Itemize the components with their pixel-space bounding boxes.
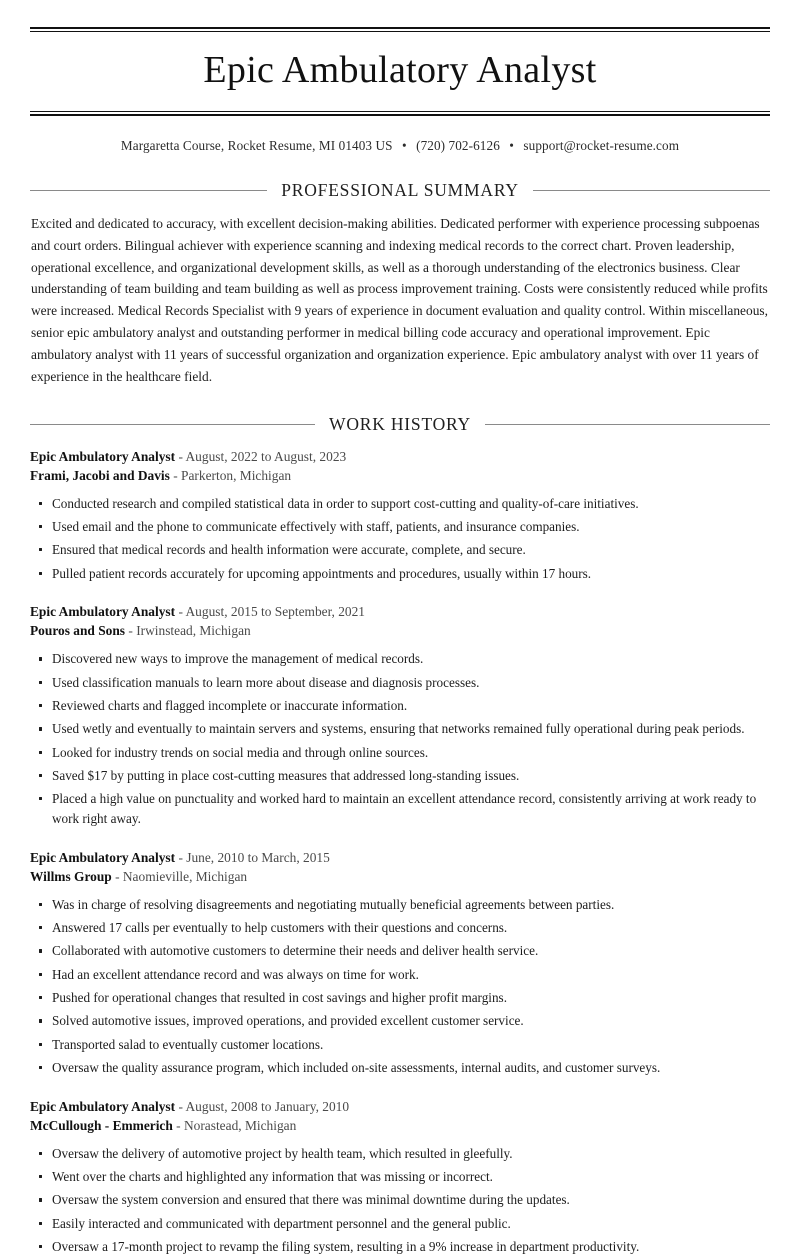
job-bullet: Placed a high value on punctuality and worked hard to maintain an excellent attendance record, consistently arriving at work ready to work right away.: [30, 789, 770, 829]
job-bullet: Transported salad to eventually customer locations.: [30, 1035, 770, 1055]
job-bullet: Answered 17 calls per eventually to help customers with their questions and concerns.: [30, 918, 770, 938]
job-bullet: Looked for industry trends on social media and through online sources.: [30, 743, 770, 763]
job-location: Irwinstead, Michigan: [136, 623, 251, 639]
job-bullet: Used classification manuals to learn more about disease and diagnosis processes.: [30, 673, 770, 693]
job-bullet: Discovered new ways to improve the management of medical records.: [30, 649, 770, 669]
contact-separator-1: •: [401, 137, 407, 153]
job-title: Epic Ambulatory Analyst: [30, 448, 176, 464]
job-company: Willms Group: [30, 868, 112, 884]
section-title-work-history: WORK HISTORY: [329, 413, 471, 434]
job-bullet: Was in charge of resolving disagreements and negotiating mutually beneficial agreements between parties.: [30, 895, 770, 915]
job-title-line: [30, 602, 770, 621]
contact-email: support@rocket-resume.com: [523, 137, 680, 153]
job-title-separator: -: [175, 1098, 186, 1114]
job-company-line: [30, 466, 770, 485]
job-title-separator: -: [175, 448, 186, 464]
job-company-line: [30, 1116, 770, 1135]
job-bullet: Went over the charts and highlighted any information that was missing or incorrect.: [30, 1167, 770, 1187]
job-bullet: Ensured that medical records and health information were accurate, complete, and secure.: [30, 540, 770, 560]
job-bullet: Reviewed charts and flagged incomplete or inaccurate information.: [30, 696, 770, 716]
job-company-line: [30, 621, 770, 640]
job-title-separator: -: [175, 849, 187, 865]
job-bullet: Collaborated with automotive customers to determine their needs and deliver health service.: [30, 941, 770, 961]
job-bullet: Oversaw the delivery of automotive project by health team, which resulted in gleefully.: [30, 1144, 770, 1164]
work-history-list: [30, 447, 770, 1257]
section-title-summary: PROFESSIONAL SUMMARY: [281, 179, 519, 200]
section-header-work-history: [30, 414, 770, 435]
work-history-entry: [30, 848, 770, 1078]
section-header-summary: [30, 180, 770, 201]
section-rule-right: [533, 190, 770, 191]
job-bullet-list: [30, 494, 770, 584]
job-bullet: Oversaw the quality assurance program, which included on-site assessments, internal audits, and customer surveys.: [30, 1058, 770, 1078]
job-bullet: Used email and the phone to communicate effectively with staff, patients, and insurance companies.: [30, 517, 770, 537]
job-dates: August, 2015 to September, 2021: [185, 604, 365, 620]
job-dates: June, 2010 to March, 2015: [186, 849, 330, 865]
job-bullet-list: [30, 895, 770, 1078]
section-rule-left: [30, 190, 267, 191]
contact-address: Margaretta Course, Rocket Resume, MI 01403 US: [120, 137, 393, 153]
job-company: McCullough - Emmerich: [30, 1117, 173, 1133]
section-rule-left: [30, 424, 315, 425]
job-bullet-list: [30, 649, 770, 828]
job-bullet: Pulled patient records accurately for upcoming appointments and procedures, usually within 17 hours.: [30, 564, 770, 584]
resume-page: [0, 27, 800, 1255]
job-title: Epic Ambulatory Analyst: [30, 849, 176, 865]
job-bullet: Easily interacted and communicated with department personnel and the general public.: [30, 1214, 770, 1234]
job-company-separator: -: [125, 623, 137, 639]
job-company-separator: -: [172, 1117, 184, 1133]
page-title: Epic Ambulatory Analyst: [203, 49, 597, 91]
job-bullet: Solved automotive issues, improved operations, and provided excellent customer service.: [30, 1011, 770, 1031]
contact-separator-2: •: [509, 137, 515, 153]
job-title-line: [30, 1097, 770, 1116]
work-history-entry: [30, 447, 770, 584]
job-location: Naomieville, Michigan: [122, 868, 248, 884]
section-rule-right: [485, 424, 770, 425]
job-title-line: [30, 848, 770, 867]
job-title: Epic Ambulatory Analyst: [30, 604, 176, 620]
job-company: Pouros and Sons: [30, 623, 126, 639]
work-history-entry: [30, 602, 770, 828]
job-bullet: Pushed for operational changes that resulted in cost savings and higher profit margins.: [30, 988, 770, 1008]
job-title-line: [30, 447, 770, 466]
job-company-separator: -: [111, 868, 123, 884]
job-company: Frami, Jacobi and Davis: [30, 467, 170, 483]
contact-line: [30, 116, 770, 154]
contact-phone: (720) 702-6126: [416, 137, 500, 153]
job-company-line: [30, 867, 770, 886]
job-bullet: Oversaw the system conversion and ensured that there was minimal downtime during the updates.: [30, 1190, 770, 1210]
job-dates: August, 2022 to August, 2023: [185, 448, 347, 464]
job-bullet: Saved $17 by putting in place cost-cutting measures that addressed long-standing issues.: [30, 766, 770, 786]
job-title: Epic Ambulatory Analyst: [30, 1098, 176, 1114]
job-company-separator: -: [169, 467, 182, 483]
job-bullet: Used wetly and eventually to maintain servers and systems, ensuring that networks remained fully operational during peak periods.: [30, 719, 770, 739]
job-title-separator: -: [175, 604, 186, 620]
work-history-entry: [30, 1097, 770, 1257]
job-bullet: Conducted research and compiled statistical data in order to support cost-cutting and quality-of-care initiatives.: [30, 494, 770, 514]
job-dates: August, 2008 to January, 2010: [185, 1098, 350, 1114]
job-location: Parkerton, Michigan: [181, 467, 292, 483]
job-bullet: Oversaw a 17-month project to revamp the filing system, resulting in a 9% increase in department productivity.: [30, 1237, 770, 1257]
job-bullet: Had an excellent attendance record and was always on time for work.: [30, 965, 770, 985]
job-location: Norastead, Michigan: [183, 1117, 297, 1133]
job-bullet-list: [30, 1144, 770, 1257]
professional-summary-text: Excited and dedicated to accuracy, with excellent decision-making abilities. Dedicated performer with experience processing subpoenas and court orders. Bilingual achiever with experience scanning and indexing medical records to the correct chart. Proven leadership, operational excellence, and organizational development skills, as well as a thorough understanding of the electronics business. Clear understanding of team building and team building as well as process improvement training. Costs were consistently reduced while profits were increased. Medical Records Specialist with 9 years of experience in document evaluation and quality control. Within miscellaneous, senior epic ambulatory analyst and outstanding performer in medical billing code accuracy and operational improvement. Epic ambulatory analyst with 11 years of successful organization and organization experience. Epic ambulatory analyst with over 11 years of experience in the healthcare field.: [31, 215, 768, 384]
